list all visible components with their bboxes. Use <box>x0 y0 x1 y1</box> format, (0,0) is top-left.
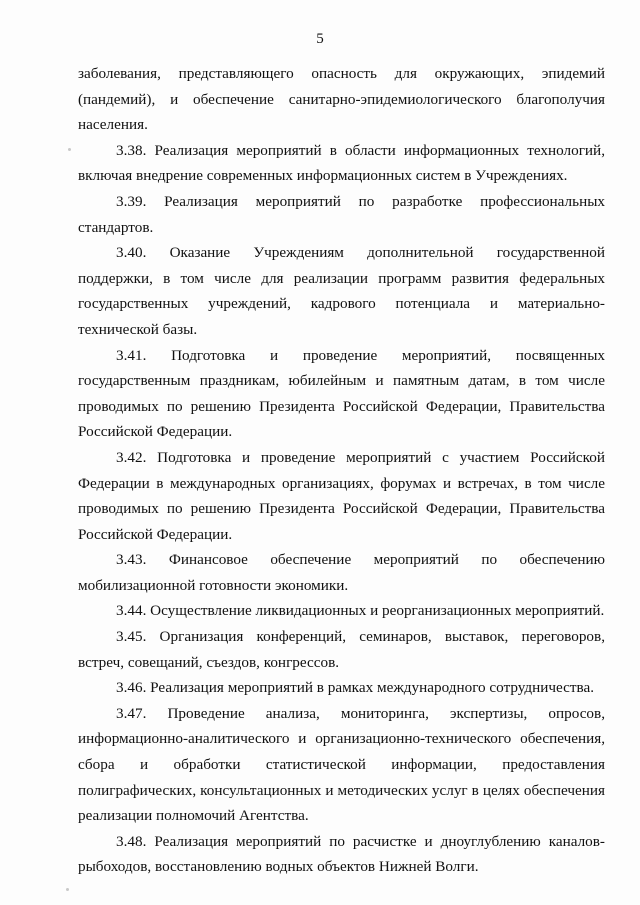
paragraph-3-38: 3.38. Реализация мероприятий в области информационных технологий, включая внедрение современных информационных систем в Учреждениях. <box>78 141 605 185</box>
paragraph-3-47: 3.47. Проведение анализа, мониторинга, экспертизы, опросов, информационно-аналитического и организационно-технического обеспечения, сбора и обработки статистической информации, предоставления полиграфических, консультационных и методических услуг в целях обеспечения реализации полномочий Агентства. <box>78 704 605 825</box>
paragraph-3-45: 3.45. Организация конференций, семинаров, выставок, переговоров, встреч, совещаний, съездов, конгрессов. <box>78 628 605 671</box>
page-number: 5 <box>316 31 324 47</box>
document-body <box>78 61 605 880</box>
scan-dot-mark <box>66 888 69 891</box>
scan-dot-mark <box>68 148 71 151</box>
paragraph-3-41: 3.41. Подготовка и проведение мероприятий, посвященных государственным праздникам, юбилейным и памятным датам, в том числе проводимых по решению Президента Российской Федерации, Правительства Российской Федерации. <box>78 346 605 441</box>
paragraph-3-40: 3.40. Оказание Учреждениям дополнительной государственной поддержки, в том числе для реализации программ развития федеральных государственных учреждений, кадрового потенциала и материально-технической базы. <box>78 244 605 338</box>
paragraph-3-46: 3.46. Реализация мероприятий в рамках международного сотрудничества. <box>116 679 595 697</box>
paragraph-3-48: 3.48. Реализация мероприятий по расчистке и дноуглублению каналов-рыбоходов, восстановлению водных объектов Нижней Волги. <box>78 832 605 876</box>
paragraph-3-39: 3.39. Реализация мероприятий по разработке профессиональных стандартов. <box>78 192 605 236</box>
paragraph-3-44: 3.44. Осуществление ликвидационных и реорганизационных мероприятий. <box>116 602 605 620</box>
paragraph-continuation: заболевания, представляющего опасность для окружающих, эпидемий (пандемий), и обеспечение санитарно-эпидемиологического благополучия населения. <box>78 65 605 134</box>
paragraph-3-43: 3.43. Финансовое обеспечение мероприятий по обеспечению мобилизационной готовности экономики. <box>78 551 605 594</box>
paragraph-3-42: 3.42. Подготовка и проведение мероприятий с участием Российской Федерации в международных организациях, форумах и встречах, в том числе проводимых по решению Президента Российской Федерации, Правительства Российской Федерации. <box>78 448 605 543</box>
